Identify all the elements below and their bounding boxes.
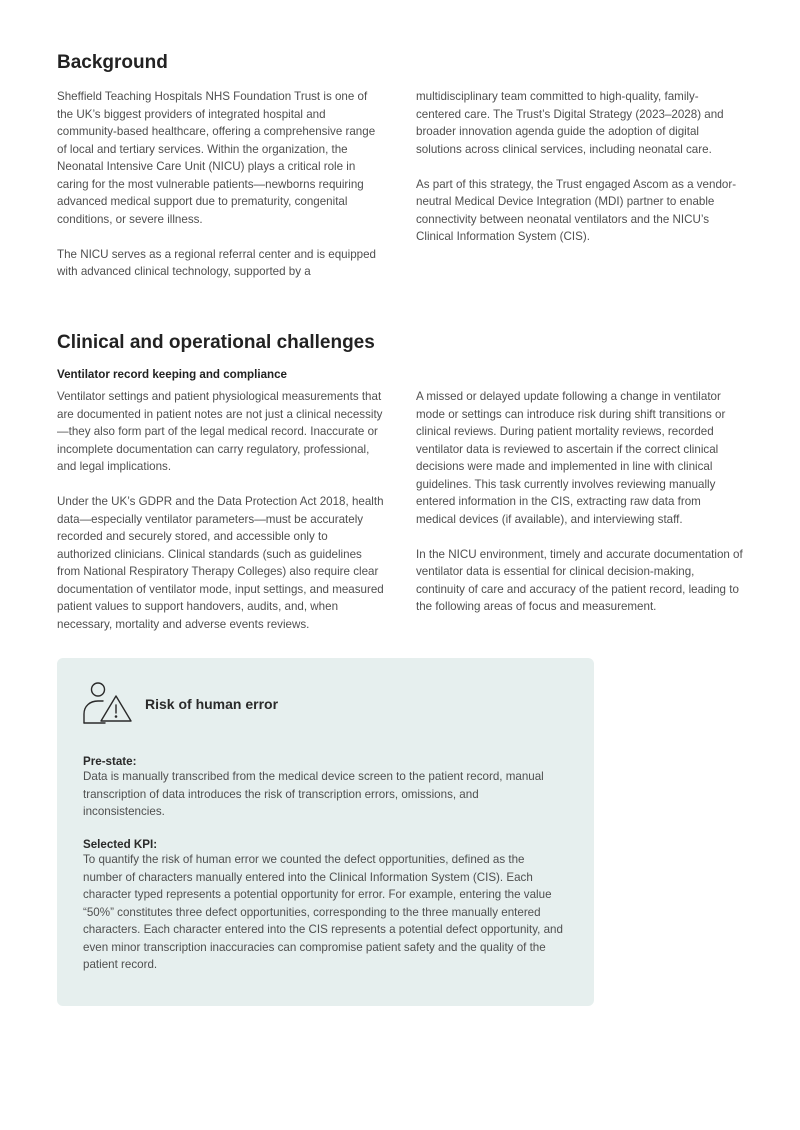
- pre-state-text: Data is manually transcribed from the medical device screen to the patient record, manual transcription of data introduces the risk of transcription errors, omissions, and inconsistencies.: [83, 770, 544, 818]
- background-columns: [57, 88, 743, 298]
- background-heading: Background: [57, 52, 168, 73]
- challenges-paragraph: A missed or delayed update following a change in ventilator mode or settings can introduce risk during shift transitions or clinical reviews. During patient mortality reviews, recorded ventilator data is reviewed to ascertain if the correct clinical decisions were made and implemented in line with clinical guidelines. This task currently involves reviewing manually entered information in the CIS, extracting raw data from medical devices (if available), and interviewing staff.: [416, 390, 726, 526]
- callout-title: Risk of human error: [145, 696, 279, 712]
- challenges-section: [57, 332, 743, 651]
- challenges-left-column: [57, 388, 385, 651]
- challenges-subheading: Ventilator record keeping and compliance: [57, 368, 288, 381]
- pre-state-label: Pre-state:: [83, 755, 137, 768]
- risk-callout-box: [57, 658, 594, 1006]
- background-left-column: [57, 88, 385, 298]
- background-paragraph: As part of this strategy, the Trust engaged Ascom as a vendor-neutral Medical Device Integration (MDI) partner to enable connectivity between neonatal ventilators and the NICU’s Clinical Information System (CIS).: [416, 177, 737, 243]
- background-right-column: [416, 88, 743, 298]
- challenges-paragraph: In the NICU environment, timely and accurate documentation of ventilator data is essential for clinical decision-making, continuity of care and accuracy of the patient record, leading to the following areas of focus and measurement.: [416, 547, 743, 613]
- kpi-text: To quantify the risk of human error we counted the defect opportunities, defined as the number of characters manually entered into the Clinical Information System (CIS). Each character typed represents a potential opportunity for error. For example, entering the value “50%” constitutes three defect opportunities, corresponding to the three manually entered characters. Each character entered into the CIS represents a potential defect opportunity, and even minor transcription inaccuracies can compromise patient safety and the quality of the patient record.: [83, 853, 563, 971]
- challenges-paragraph: Under the UK’s GDPR and the Data Protection Act 2018, health data—especially ventilator parameters—must be accurately recorded and securely stored, and accessible only to authorized clinicians. Clinical standards (such as guidelines from National Respiratory Therapy Colleges) also require clear documentation of ventilator mode, input settings, and measured patient values to support handovers, audits, and, when necessary, mortality and adverse events reviews.: [57, 495, 384, 631]
- challenges-paragraph: Ventilator settings and patient physiological measurements that are documented in patient notes are not just a clinical necessity—they also form part of the legal medical record. Inaccurate or incomplete documentation can carry regulatory, professional, and legal implications.: [57, 390, 383, 473]
- challenges-right-column: [416, 388, 743, 651]
- page-content: [57, 52, 743, 651]
- callout-body: [83, 755, 563, 991]
- kpi-label: Selected KPI:: [83, 838, 158, 851]
- background-paragraph: Sheffield Teaching Hospitals NHS Foundation Trust is one of the UK’s biggest providers of integrated hospital and community-based healthcare, offering a comprehensive range of local and tertiary services. Within the organization, the Neonatal Intensive Care Unit (NICU) plays a critical role in caring for the most vulnerable patients—newborns requiring advanced medical support due to prematurity, congenital conditions, or severe illness.: [57, 90, 376, 226]
- background-paragraph: The NICU serves as a regional referral center and is equipped with advanced clinical technology, supported by a: [57, 247, 376, 278]
- challenges-heading: Clinical and operational challenges: [57, 332, 375, 353]
- challenges-columns: [57, 388, 743, 651]
- person-warning-icon: [83, 681, 133, 725]
- background-section: [57, 52, 743, 298]
- background-paragraph: multidisciplinary team committed to high-quality, family-centered care. The Trust’s Digital Strategy (2023–2028) and broader innovation agenda guide the adoption of digital solutions across clinical services, including neonatal care.: [416, 90, 724, 156]
